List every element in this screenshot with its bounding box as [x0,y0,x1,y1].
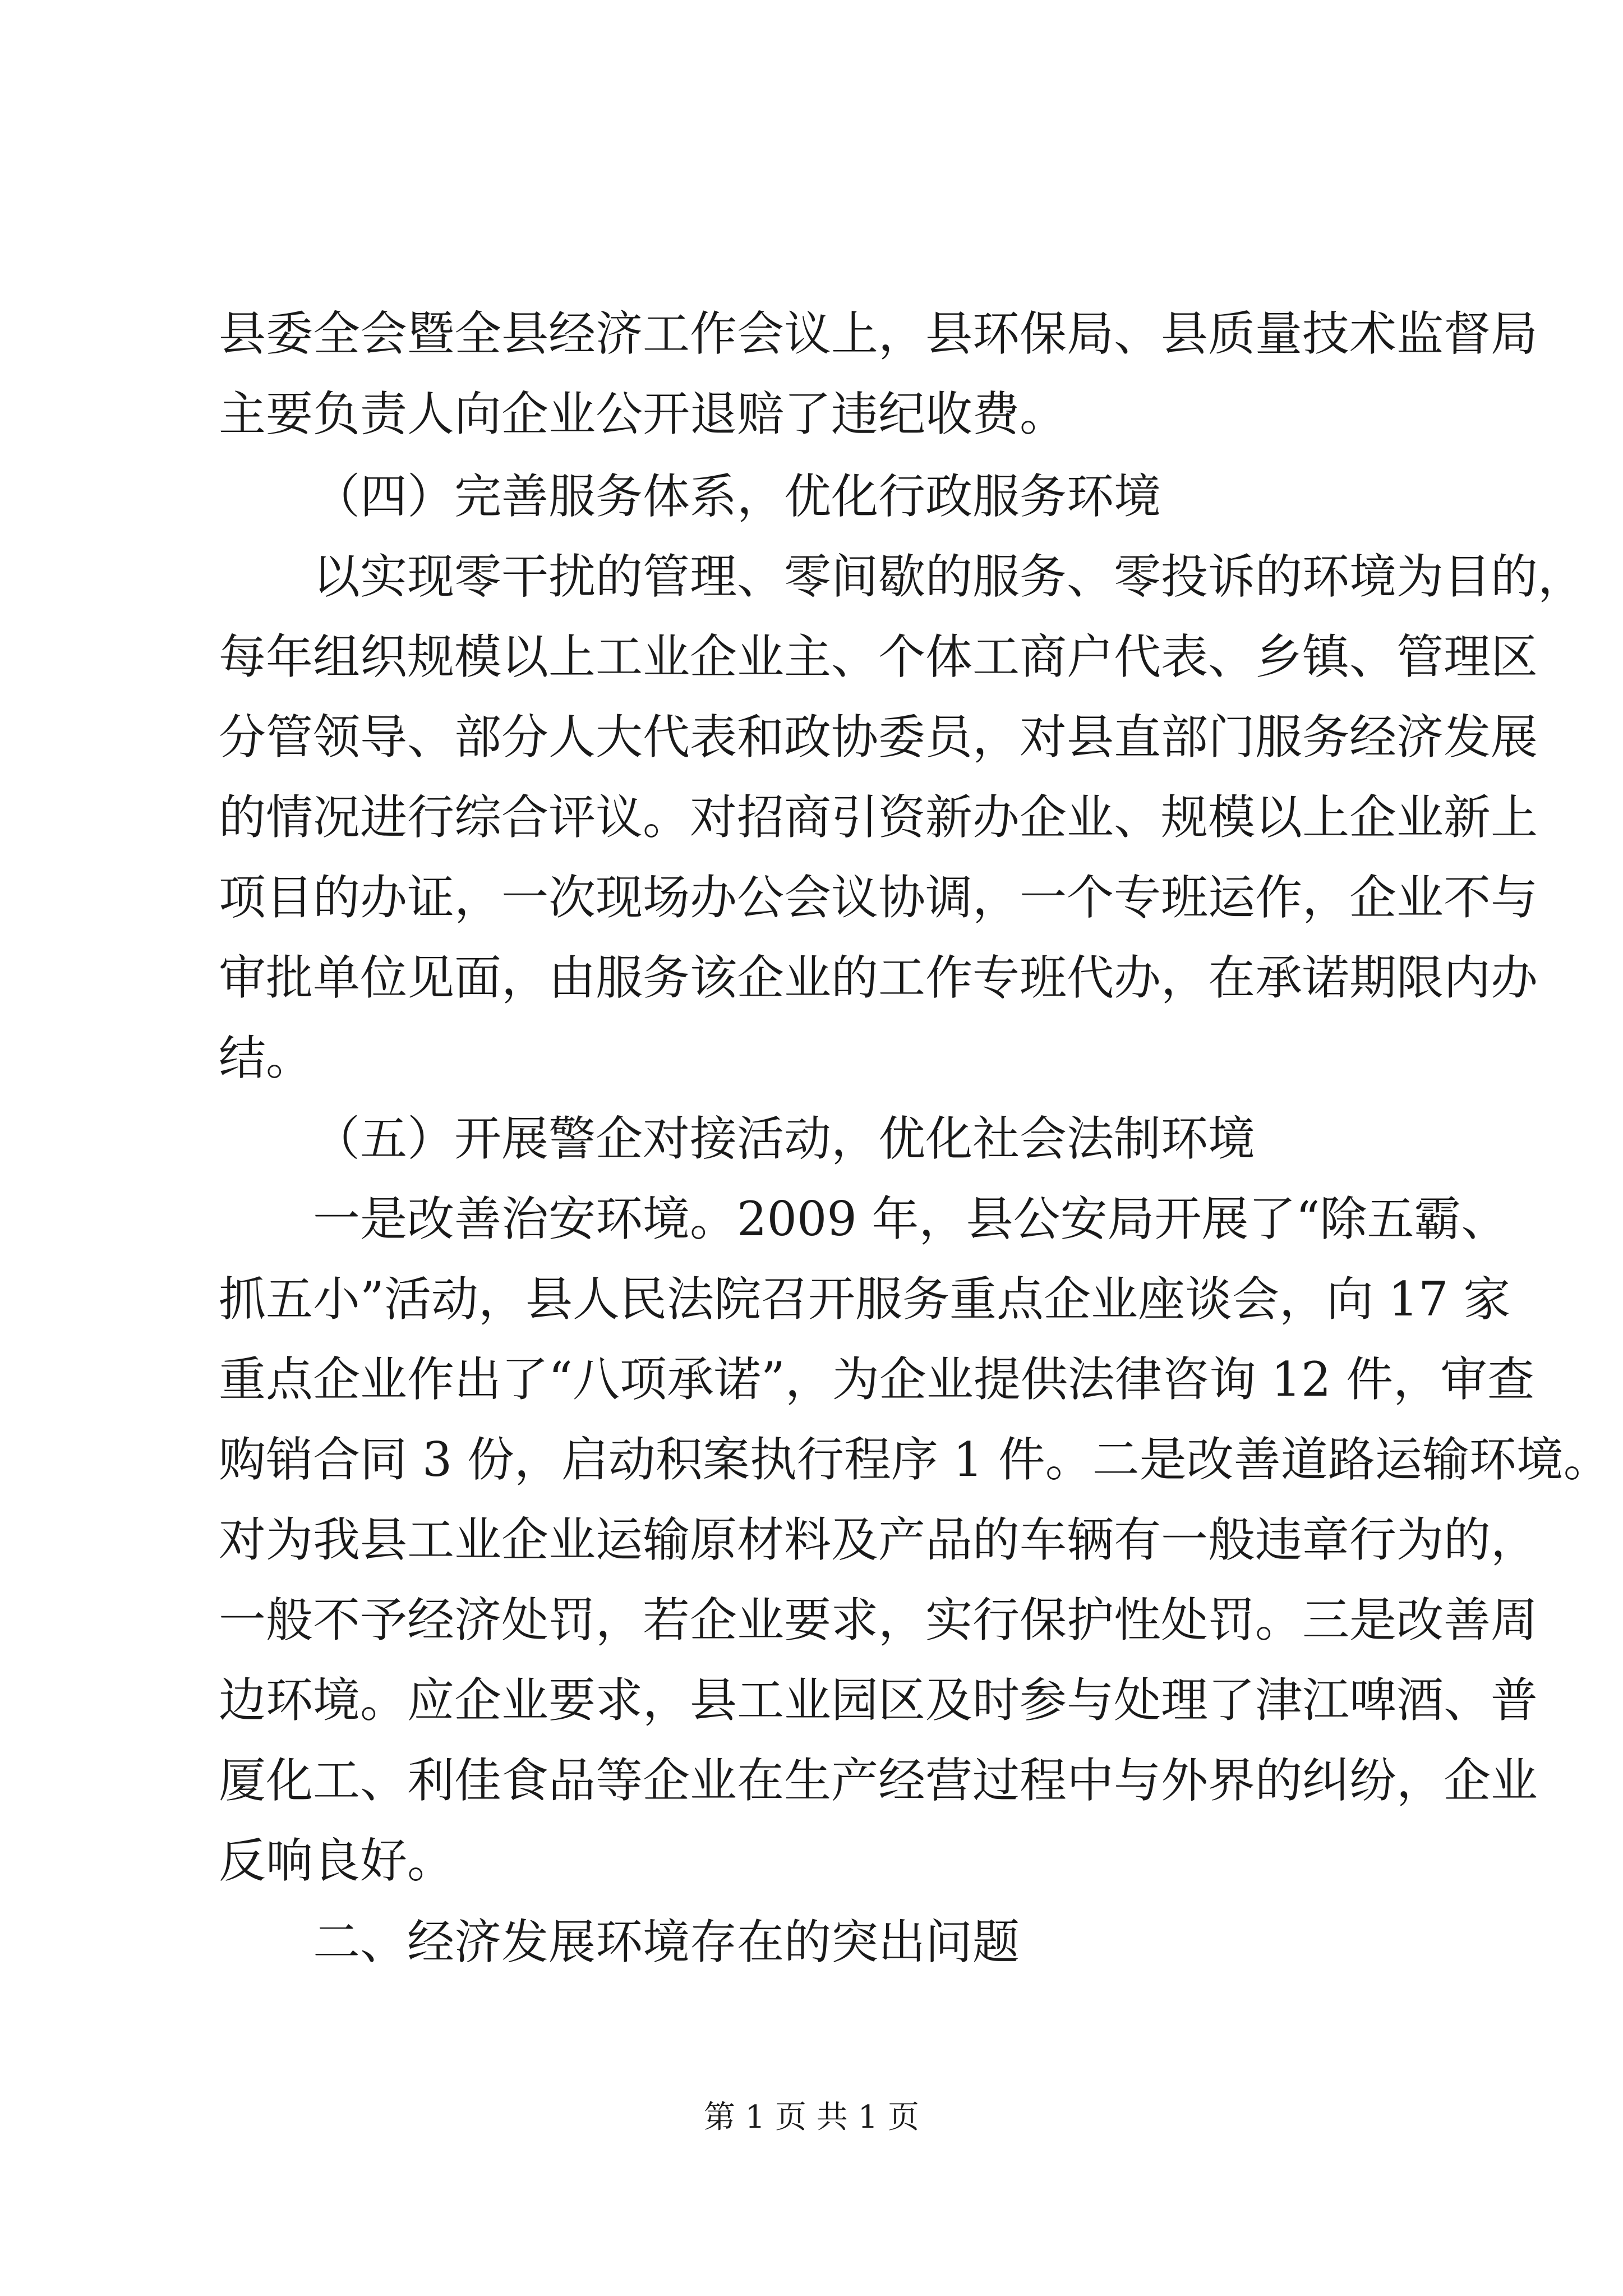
body-text-line: 厦化工、利佳食品等企业在生产经营过程中与外界的纠纷，企业 [219,1753,1538,1808]
body-text-line: 购销合同 3 份，启动积案执行程序 1 件。二是改善道路运输环境。 [219,1432,1611,1487]
body-text-line: 的情况进行综合评议。对招商引资新办企业、规模以上企业新上 [219,790,1538,845]
section-heading-4: （四）完善服务体系，优化行政服务环境 [313,469,1161,524]
body-text-line: 一是改善治安环境。2009 年，县公安局开展了“除五霸、 [313,1191,1509,1246]
body-text-line: 主要负责人向企业公开退赔了违纪收费。 [219,386,1067,441]
page-footer: 第 1 页 共 1 页 [703,2099,920,2136]
section-heading-2: 二、经济发展环境存在的突出问题 [313,1915,1020,1970]
body-text-line: 县委全会暨全县经济工作会议上，县环保局、县质量技术监督局 [219,306,1538,361]
body-text-line: 对为我县工业企业运输原材料及产品的车辆有一般违章行为的， [219,1512,1538,1567]
section-heading-5: （五）开展警企对接活动，优化社会法制环境 [313,1111,1256,1166]
body-text-line: 边环境。应企业要求，县工业园区及时参与处理了津江啤酒、普 [219,1673,1538,1728]
body-text-line: 一般不予经济处罚，若企业要求，实行保护性处罚。三是改善周 [219,1593,1538,1648]
body-text-line: 分管领导、部分人大代表和政协委员，对县直部门服务经济发展 [219,710,1538,765]
body-text-line: 反响良好。 [219,1833,455,1888]
body-text-line: 以实现零干扰的管理、零间歇的服务、零投诉的环境为目的， [313,549,1585,604]
body-text-line: 项目的办证，一次现场办公会议协调，一个专班运作，企业不与 [219,870,1538,925]
body-text-line: 每年组织规模以上工业企业主、个体工商户代表、乡镇、管理区 [219,629,1538,684]
body-text-line: 抓五小”活动，县人民法院召开服务重点企业座谈会，向 17 家 [219,1272,1511,1327]
body-text-line: 重点企业作出了“八项承诺”，为企业提供法律咨询 12 件，审查 [219,1352,1535,1407]
body-text-line: 审批单位见面，由服务该企业的工作专班代办，在承诺期限内办 [219,950,1538,1005]
body-text-line: 结。 [219,1030,313,1085]
